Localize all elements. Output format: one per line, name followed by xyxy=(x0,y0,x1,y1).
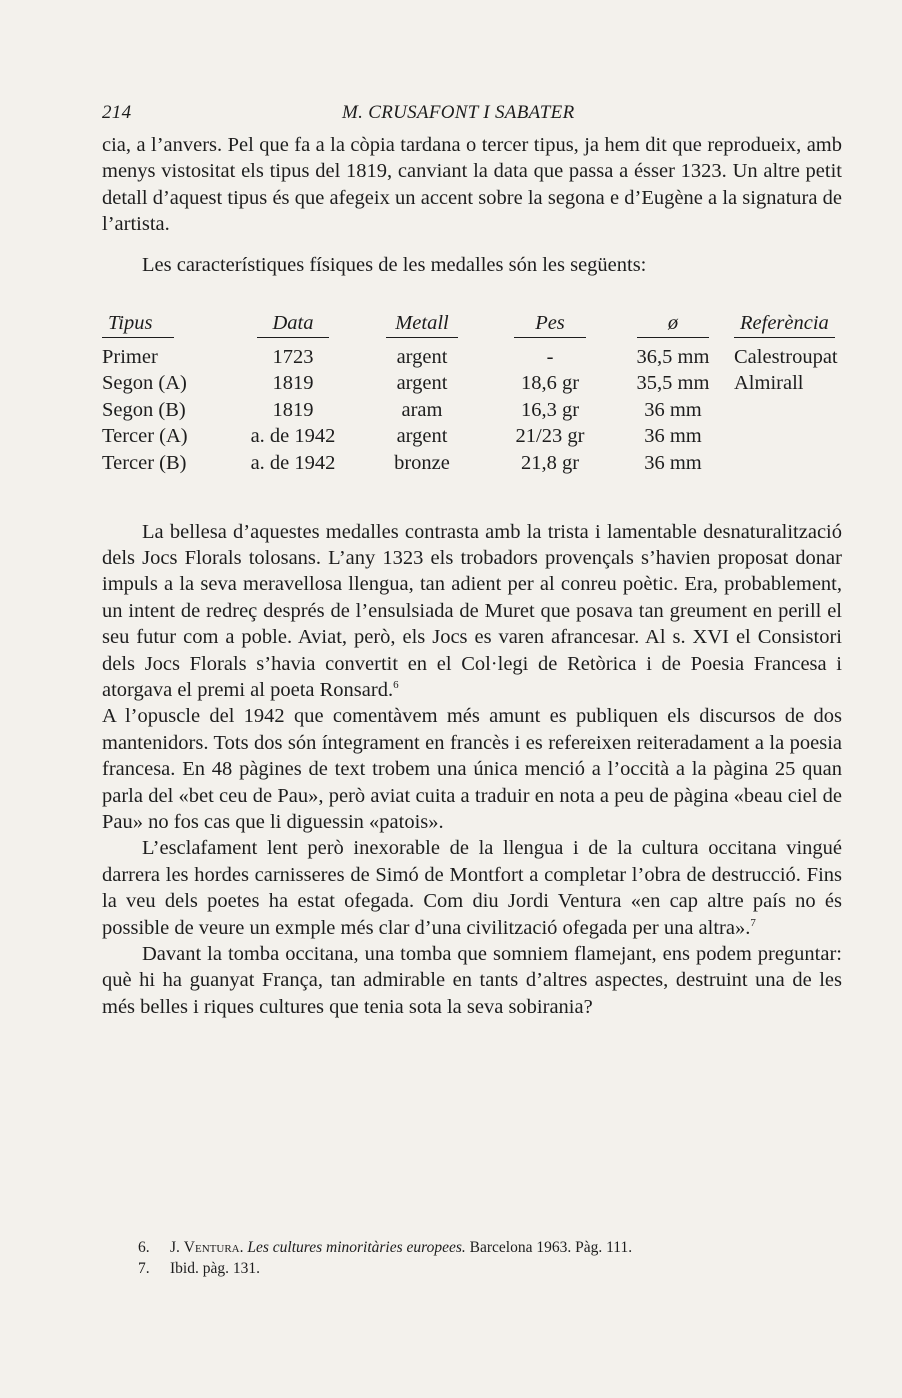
paragraph-1: cia, a l’anvers. Pel que fa a la còpia tardana o tercer tipus, ja hem dit que reprodueix, amb menys vistositat els tipus del 1819, canviant la data que passa a ésser 1323. Un altre petit detall d’aquest tipus és que afegeix un accent sobre la segona e d’Eugène a la signatura de l’artista. xyxy=(102,134,842,236)
table-header-row xyxy=(102,312,842,344)
footnote-ref-7: 7 xyxy=(750,916,756,929)
footnote-6: 6. J. Ventura. Les cultures minoritàries europees. Barcelona 1963. Pàg. 111. xyxy=(138,1239,633,1256)
table-row: Segon (B) 1819 aram 16,3 gr 36 mm xyxy=(102,398,702,421)
footnote-7: 7. Ibid. pàg. 131. xyxy=(138,1260,260,1277)
header-tipus: Tipus xyxy=(102,312,230,344)
medal-characteristics-table xyxy=(102,312,842,477)
paragraph-3b: A l’opuscle del 1942 que comentàvem més amunt es publiquen els discursos de dos mantenidors. Tots dos són íntegrament en francès i es refereixen reiteradament a la poesia francesa. En 48 pàgines de text trobem una única menció a l’occità a la pàgina 25 quan parla del «bet ceu de Pau», però aviat cuita a traduir en nota a peu de pàgina «beau ciel de Pau» no fos cas que li diguessin «patois». xyxy=(102,705,842,833)
table-row: Tercer (A) a. de 1942 argent 21/23 gr 36 mm xyxy=(102,425,702,448)
running-head xyxy=(102,98,842,132)
header-metall: Metall xyxy=(356,312,488,344)
header-referencia: Referència xyxy=(734,312,842,344)
paragraph-3: La bellesa d’aquestes medalles contrasta amb la trista i lamentable desnaturalització dels Jocs Florals tolosans. L’any 1323 els trobadors provençals s’havien proposat donar impuls a la seva meravellosa llengua, tan adient per al conreu poètic. Era, probablement, un intent de redreç després de l’ensulsiada de Muret que posava tan greument en perill el seu futur com a poble. Aviat, però, els Jocs es varen afrancesar. Al s. XVI el Consistori dels Jocs Florals s’havia convertit en el Col·legi de Retòrica i de Poesia Francesa i atorgava el premi al poeta Ronsard.$^6$ xyxy=(102,520,842,701)
body-text-continued xyxy=(102,519,842,1021)
footnote-ref-6: 6 xyxy=(393,679,399,692)
header-pes: Pes xyxy=(488,312,612,344)
header-data: Data xyxy=(230,312,356,344)
table-row: Segon (A) 1819 argent 18,6 gr 35,5 mm Almirall xyxy=(102,372,804,395)
page xyxy=(102,98,842,1020)
paragraph-2: Les característiques físiques de les medalles són les següents: xyxy=(142,253,647,276)
table-row: Primer 1723 argent - 36,5 mm Calestroupat xyxy=(102,345,838,368)
table-row: Tercer (B) a. de 1942 bronze 21,8 gr 36 mm xyxy=(102,451,702,474)
paragraph-4: L’esclafament lent però inexorable de la llengua i de la cultura occitana vingué darrera les hordes carnisseres de Simó de Montfort a completar l’obra de destrucció. Fins la veu dels poetes ha estat ofegada. Com diu Jordi Ventura «en cap altre país no és possible de veure un exmple més clar d’una civilització ofegada per una altra».$^7$ xyxy=(102,837,842,939)
body-text xyxy=(102,132,842,278)
header-diameter: ø xyxy=(612,312,734,344)
footnotes xyxy=(102,1237,842,1279)
running-title: M. CRUSAFONT I SABATER xyxy=(342,102,575,123)
paragraph-5: Davant la tomba occitana, una tomba que somniem flamejant, ens podem preguntar: què hi ha guanyat França, tan admirable en tants d’altres aspectes, destruint una de les més belles i riques cultures que tenia sota la seva sobirania? xyxy=(102,943,842,1018)
page-number: 214 xyxy=(102,102,132,123)
